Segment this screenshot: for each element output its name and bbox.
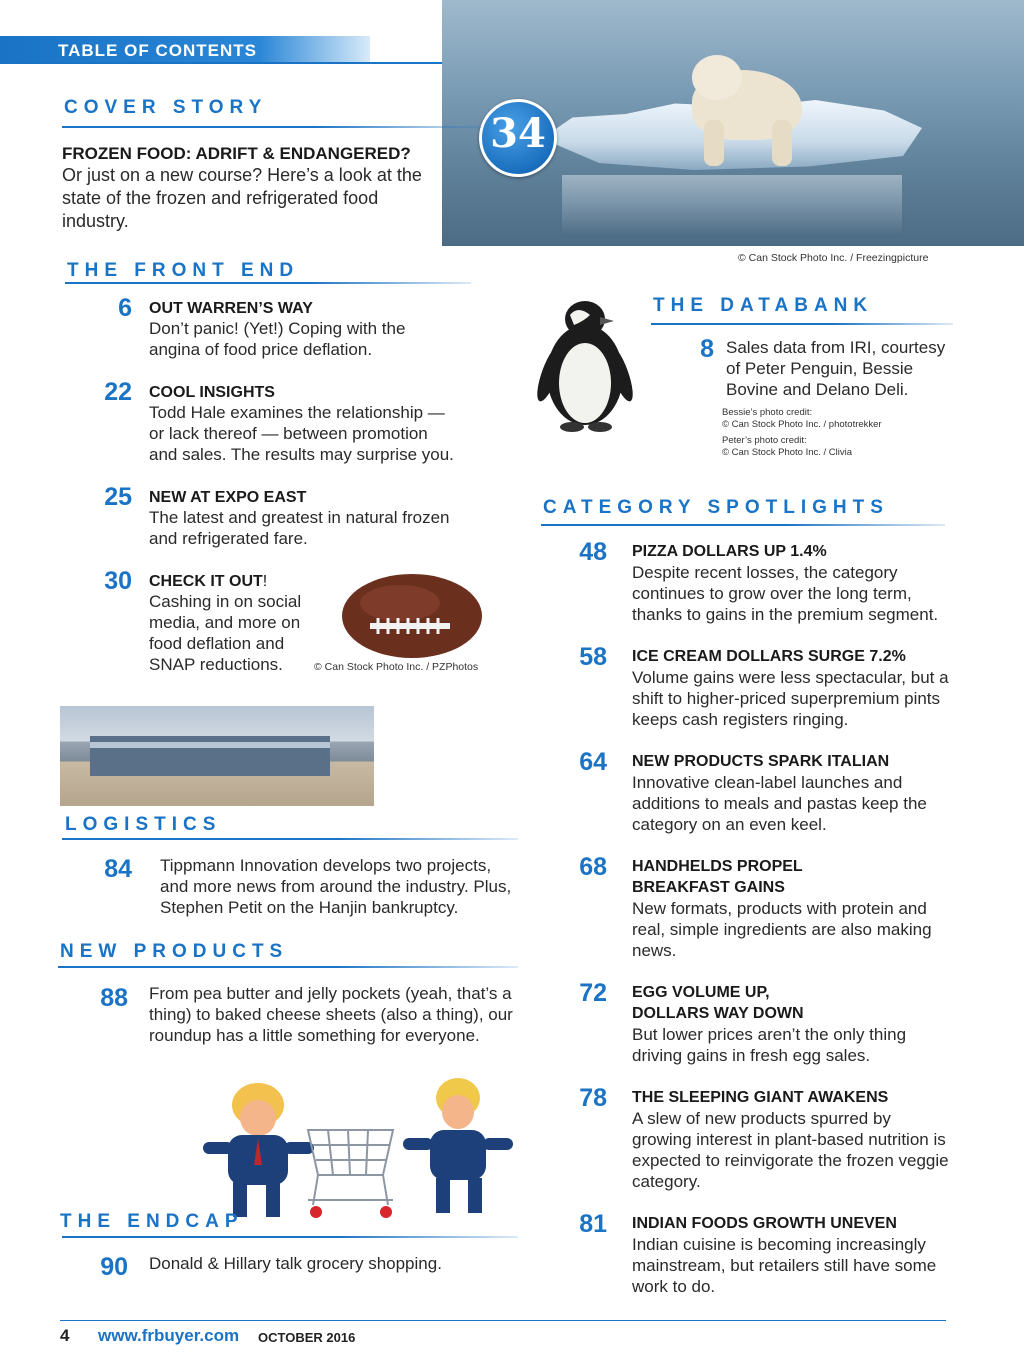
endcap-rule [62, 1236, 518, 1238]
item-title: OUT WARREN’S WAY [149, 300, 313, 317]
item-title: EGG VOLUME UP, DOLLARS WAY DOWN [632, 984, 804, 1022]
penguin-icon [530, 295, 640, 435]
item-body: Don’t panic! (Yet!) Coping with the angina of food price deflation. [149, 319, 406, 359]
item-body: Donald & Hillary talk grocery shopping. [149, 1254, 442, 1273]
item-title: ICE CREAM DOLLARS SURGE 7.2% [632, 648, 906, 665]
item-title: HANDHELDS PROPEL BREAKFAST GAINS [632, 858, 803, 896]
section-cover-story: COVER STORY [64, 97, 268, 118]
item-num: 6 [118, 294, 132, 322]
footer-rule [60, 1320, 946, 1321]
section-databank: THE DATABANK [653, 295, 874, 316]
cover-rule [62, 126, 482, 128]
item-title: NEW AT EXPO EAST [149, 489, 307, 506]
item-num: 8 [700, 335, 714, 363]
item-num: 48 [579, 538, 607, 566]
item-num: 30 [104, 567, 132, 595]
item-num: 81 [579, 1210, 607, 1238]
footer-url-link[interactable]: www.frbuyer.com [98, 1326, 240, 1345]
item-body: From pea butter and jelly pockets (yeah, that’s a thing) to baked cheese sheets (also a thing), our roundup has a little something for everyone. [149, 984, 513, 1045]
item-title [149, 571, 267, 592]
cover-title: FROZEN FOOD: ADRIFT & ENDANGERED? [62, 144, 411, 163]
item-body: The latest and greatest in natural frozen and refrigerated fare. [149, 508, 450, 548]
item-body: Indian cuisine is becoming increasingly mainstream, but retailers still have some work to do. [632, 1235, 937, 1296]
item-title: PIZZA DOLLARS UP 1.4% [632, 543, 827, 560]
warehouse-photo [60, 706, 374, 806]
item-body: Sales data from IRI, courtesy of Peter Penguin, Bessie Bovine and Delano Deli. [726, 338, 946, 399]
item-num: 25 [104, 483, 132, 511]
item-num: 84 [104, 855, 132, 883]
item-num: 88 [100, 984, 128, 1012]
item-title: COOL INSIGHTS [149, 384, 275, 401]
credit-text: © Can Stock Photo Inc. / Clivia [722, 447, 853, 458]
item-body: Cashing in on social media, and more on food deflation and SNAP reductions. [149, 592, 302, 674]
item-num: 58 [579, 643, 607, 671]
item-body: Innovative clean-label launches and additions to meals and pastas keep the category on an even keel. [632, 773, 927, 834]
section-logistics: LOGISTICS [65, 814, 222, 835]
front-end-rule [65, 282, 471, 284]
item-title-suffix: ! [262, 573, 268, 590]
item-title: THE SLEEPING GIANT AWAKENS [632, 1089, 889, 1106]
toc-header-label: TABLE OF CONTENTS [58, 41, 257, 60]
credit-text: © Can Stock Photo Inc. / phototrekker [722, 419, 882, 430]
section-endcap: THE ENDCAP [60, 1211, 244, 1232]
candidates-cartoon-illustration [188, 1070, 518, 1230]
header-rule [0, 62, 442, 64]
new-products-rule [58, 966, 518, 968]
item-body: Tippmann Innovation develops two projects, and more news from around the industry. Plus, Stephen Petit on the Hanjin bankruptcy. [160, 856, 512, 917]
cover-page-badge [479, 99, 557, 177]
logistics-rule [62, 838, 518, 840]
footer-page-number: 4 [60, 1326, 70, 1345]
credit-label: Bessie’s photo credit: [722, 407, 813, 418]
section-new-products: NEW PRODUCTS [60, 941, 289, 962]
item-num: 90 [100, 1253, 128, 1281]
item-body: New formats, products with protein and real, simple ingredients are also making news. [632, 899, 932, 960]
football-photo-credit: © Can Stock Photo Inc. / PZPhotos [314, 661, 479, 673]
item-body: Despite recent losses, the category continues to grow over the long term, thanks to gains in the premium segment. [632, 563, 939, 624]
item-num: 64 [579, 748, 607, 776]
section-front-end: THE FRONT END [67, 260, 300, 281]
cover-photo-credit: © Can Stock Photo Inc. / Freezingpicture [738, 252, 929, 264]
item-title-text: CHECK IT OUT [149, 573, 263, 590]
item-num: 72 [579, 979, 607, 1007]
databank-rule [651, 323, 953, 325]
item-num: 22 [104, 378, 132, 406]
toc-header-bar [0, 36, 370, 64]
item-num: 78 [579, 1084, 607, 1112]
football-icon [340, 568, 485, 663]
spotlights-rule [541, 524, 945, 526]
item-body: Todd Hale examines the relationship — or lack thereof — between promotion and sales. The results may surprise you. [149, 403, 454, 464]
item-title: INDIAN FOODS GROWTH UNEVEN [632, 1215, 897, 1232]
item-body: Volume gains were less spectacular, but a shift to higher-priced superpremium pints keeps cash registers ringing. [632, 668, 949, 729]
footer-issue-date: OCTOBER 2016 [258, 1330, 356, 1345]
item-num: 68 [579, 853, 607, 881]
cover-body: Or just on a new course? Here’s a look at the state of the frozen and refrigerated food industry. [62, 165, 422, 231]
item-body: But lower prices aren’t the only thing driving gains in fresh egg sales. [632, 1025, 907, 1065]
section-category-spotlights: CATEGORY SPOTLIGHTS [543, 497, 889, 518]
cover-page-number: 34 [490, 110, 546, 157]
item-title: NEW PRODUCTS SPARK ITALIAN [632, 753, 890, 770]
item-body: A slew of new products spurred by growing interest in plant-based nutrition is expected to reinvigorate the frozen veggie category. [632, 1109, 949, 1191]
credit-label: Peter’s photo credit: [722, 435, 807, 446]
